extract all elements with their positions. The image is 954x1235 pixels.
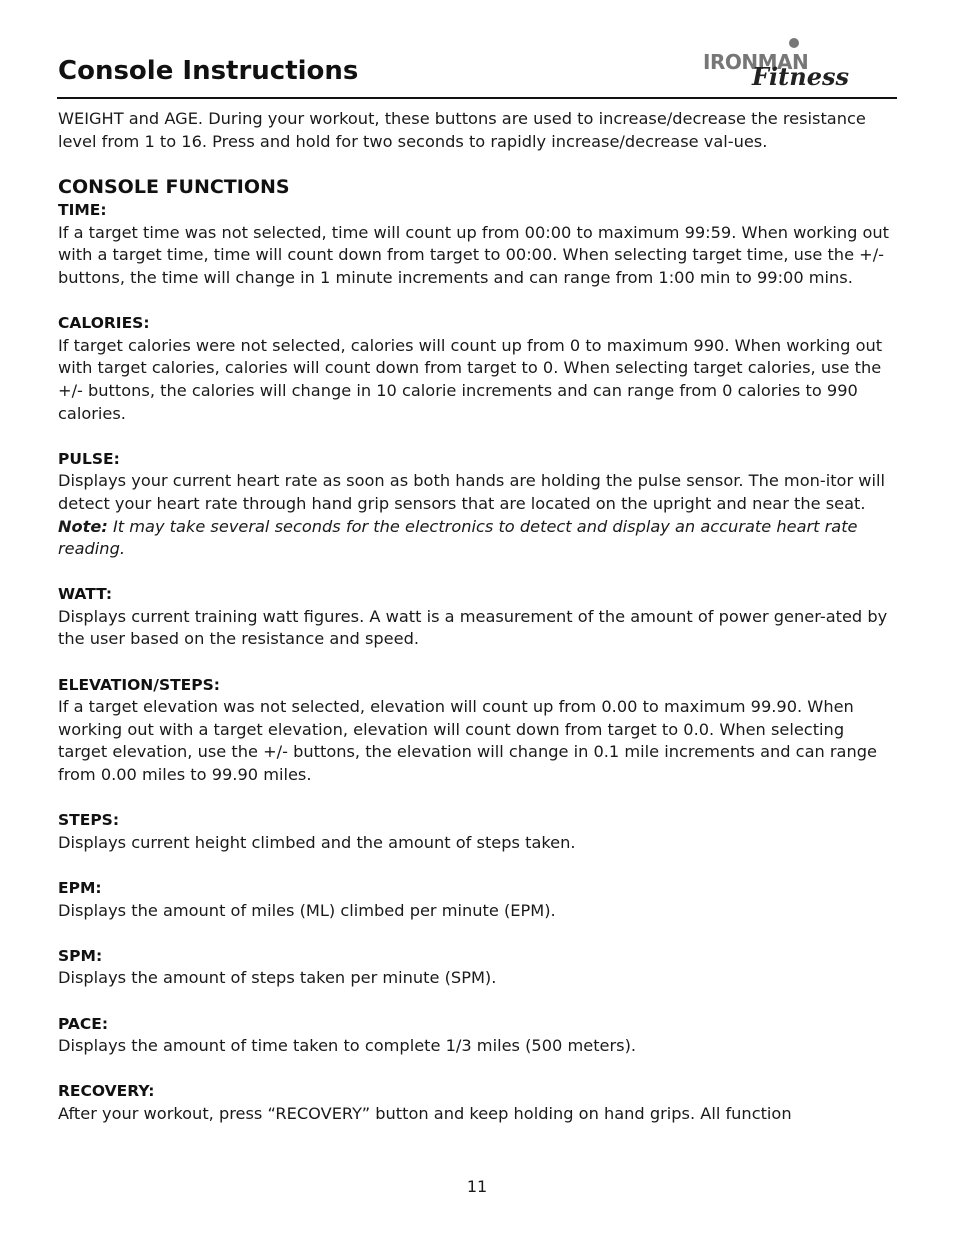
section-title: CONSOLE FUNCTIONS xyxy=(58,176,290,199)
function-time xyxy=(58,199,898,289)
function-label: STEPS: xyxy=(58,811,120,830)
function-label: RECOVERY: xyxy=(58,1082,155,1101)
note-text: It may take several seconds for the electronics to detect and display an accurate heart rate reading. xyxy=(58,516,858,559)
function-epm xyxy=(58,877,898,922)
header-divider xyxy=(57,97,897,99)
function-description: If target calories were not selected, calories will count up from 0 to maximum 990. When working out with target calories, calories will count down from target to 0. When selecting target calories, use the +/- buttons, the calories will change in 10 calorie increments and can range from 0 calories to 990 calories. xyxy=(58,335,883,423)
logo-figure-head-icon xyxy=(789,38,799,48)
intro-paragraph: WEIGHT and AGE. During your workout, these buttons are used to increase/decrease the resistance level from 1 to 16. Press and hold for two seconds to rapidly increase/decrease val-ues. xyxy=(58,109,866,151)
function-label: ELEVATION/STEPS: xyxy=(58,675,220,694)
function-pace xyxy=(58,1013,898,1058)
function-label: SPM: xyxy=(58,946,103,965)
function-label: EPM: xyxy=(58,879,102,897)
logo-script-word: Fitness xyxy=(752,62,849,91)
ironman-fitness-logo xyxy=(700,36,855,94)
function-label: TIME: xyxy=(58,201,107,220)
function-description: Displays current training watt figures. A watt is a measurement of the amount of power gener-ated by the user based on the resistance and speed. xyxy=(58,606,888,649)
page-number: 11 xyxy=(466,1177,488,1196)
function-description: After your workout, press “RECOVERY” button and keep holding on hand grips. All function xyxy=(58,1103,792,1123)
function-spm xyxy=(58,945,898,990)
function-label: WATT: xyxy=(58,585,113,604)
function-description xyxy=(58,470,898,560)
page-title: Console Instructions xyxy=(58,56,359,86)
function-label: PACE: xyxy=(58,1014,109,1033)
function-description: If a target time was not selected, time will count up from 00:00 to maximum 99:59. When working out with a target time, time will count down from target to 00:00. When selecting target time, use the +/- buttons, the time will change in 1 minute increments and can range from 1:00 min to 99:00 mins. xyxy=(58,222,890,287)
logo-brand-word: IRONMAN xyxy=(703,50,809,74)
function-label: PULSE: xyxy=(58,449,120,468)
function-description: Displays the amount of time taken to complete 1/3 miles (500 meters). xyxy=(58,1036,637,1056)
document-body xyxy=(58,108,898,1148)
function-pulse xyxy=(58,448,898,561)
function-label: CALORIES: xyxy=(58,314,150,333)
function-elevation-steps xyxy=(58,674,898,787)
function-description: Displays current height climbed and the amount of steps taken. xyxy=(58,832,576,852)
function-steps xyxy=(58,809,898,854)
function-description: If a target elevation was not selected, elevation will count up from 0.00 to maximum 99.90. When working out with a target elevation, elevation will count down from target to 0.0. When selecting target elevation, use the +/- buttons, the elevation will change in 0.1 mile increments and can range from 0.00 miles to 99.90 miles. xyxy=(58,697,877,785)
note-label: Note: xyxy=(58,516,108,536)
function-recovery xyxy=(58,1080,898,1125)
function-description: Displays the amount of miles (ML) climbed per minute (EPM). xyxy=(58,900,556,920)
pulse-description-text: Displays your current heart rate as soon as both hands are holding the pulse sensor. The mon-itor will detect your heart rate through hand grip sensors that are located on the upright and near the seat. xyxy=(58,471,885,513)
function-calories xyxy=(58,312,898,425)
function-watt xyxy=(58,583,898,651)
function-description: Displays the amount of steps taken per minute (SPM). xyxy=(58,968,497,988)
